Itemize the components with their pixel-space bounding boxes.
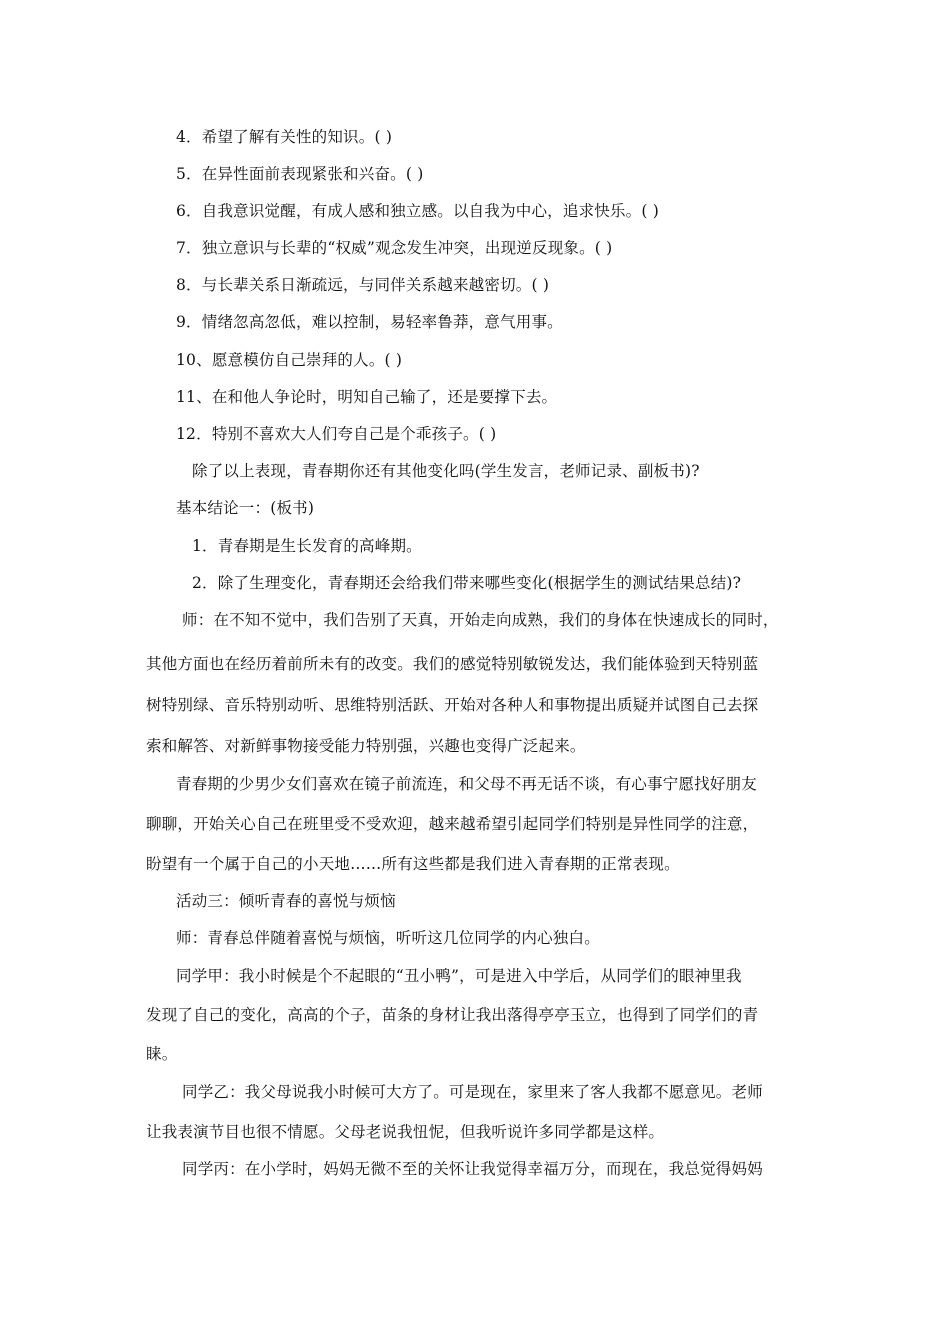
adolescence-paragraph-line-2: 聊聊，开始关心自己在班里受不受欢迎，越来越希望引起同学们特别是异性同学的注意， xyxy=(146,815,759,833)
question-paragraph: 除了以上表现，青春期你还有其他变化吗(学生发言，老师记录、副板书)? xyxy=(192,462,700,480)
teacher-paragraph-line-4: 索和解答、对新鲜事物接受能力特别强，兴趣也变得广泛起来。 xyxy=(146,737,586,755)
teacher-paragraph-line-1: 师：在不知不觉中，我们告别了天真，开始走向成熟，我们的身体在快速成长的同时， xyxy=(182,611,779,629)
student-a-line-3: 睐。 xyxy=(146,1045,178,1063)
teacher-intro-line: 师：青春总伴随着喜悦与烦恼，听听这几位同学的内心独白。 xyxy=(176,929,600,947)
teacher-paragraph-line-3: 树特别绿、音乐特别动听、思维特别活跃、开始对各种人和事物提出质疑并试图自己去探 xyxy=(146,696,759,714)
survey-item-7: 7．独立意识与长辈的“权威”观念发生冲突，出现逆反现象。( ) xyxy=(176,239,613,257)
adolescence-paragraph-line-1: 青春期的少男少女们喜欢在镜子前流连，和父母不再无话不谈，有心事宁愿找好朋友 xyxy=(176,775,757,793)
survey-item-4: 4．希望了解有关性的知识。( ) xyxy=(176,128,393,146)
survey-item-9: 9．情绪忽高忽低，难以控制，易轻率鲁莽，意气用事。 xyxy=(176,313,563,331)
survey-item-8: 8．与长辈关系日渐疏远，与同伴关系越来越密切。( ) xyxy=(176,276,550,294)
student-c-line-1: 同学丙：在小学时，妈妈无微不至的关怀让我觉得幸福万分，而现在，我总觉得妈妈 xyxy=(182,1160,763,1178)
adolescence-paragraph-line-3: 盼望有一个属于自己的小天地……所有这些都是我们进入青春期的正常表现。 xyxy=(146,855,680,873)
student-b-line-2: 让我表演节目也很不情愿。父母老说我忸怩，但我听说许多同学都是这样。 xyxy=(146,1123,665,1141)
teacher-paragraph-line-2: 其他方面也在经历着前所未有的改变。我们的感觉特别敏锐发达，我们能体验到天特别蓝 xyxy=(146,655,759,673)
conclusion-item-2: 2．除了生理变化，青春期还会给我们带来哪些变化(根据学生的测试结果总结)? xyxy=(192,574,742,592)
survey-item-6: 6．自我意识觉醒，有成人感和独立感。以自我为中心，追求快乐。( ) xyxy=(176,202,659,220)
student-a-line-1: 同学甲：我小时候是个不起眼的“丑小鸭”，可是进入中学后，从同学们的眼神里我 xyxy=(176,967,742,985)
survey-item-10: 10、愿意模仿自己崇拜的人。( ) xyxy=(176,351,403,369)
conclusion-item-1: 1．青春期是生长发育的高峰期。 xyxy=(192,537,422,555)
survey-item-12: 12．特别不喜欢大人们夸自己是个乖孩子。( ) xyxy=(176,425,497,443)
student-b-line-1: 同学乙：我父母说我小时候可大方了。可是现在，家里来了客人我都不愿意见。老师 xyxy=(182,1083,763,1101)
survey-item-11: 11、在和他人争论时，明知自己输了，还是要撑下去。 xyxy=(176,388,558,406)
conclusion-heading: 基本结论一：(板书) xyxy=(176,499,315,517)
activity-three-heading: 活动三：倾听青春的喜悦与烦恼 xyxy=(176,892,396,910)
student-a-line-2: 发现了自己的变化，高高的个子，苗条的身材让我出落得亭亭玉立，也得到了同学们的青 xyxy=(146,1006,759,1024)
survey-item-5: 5．在异性面前表现紧张和兴奋。( ) xyxy=(176,165,424,183)
